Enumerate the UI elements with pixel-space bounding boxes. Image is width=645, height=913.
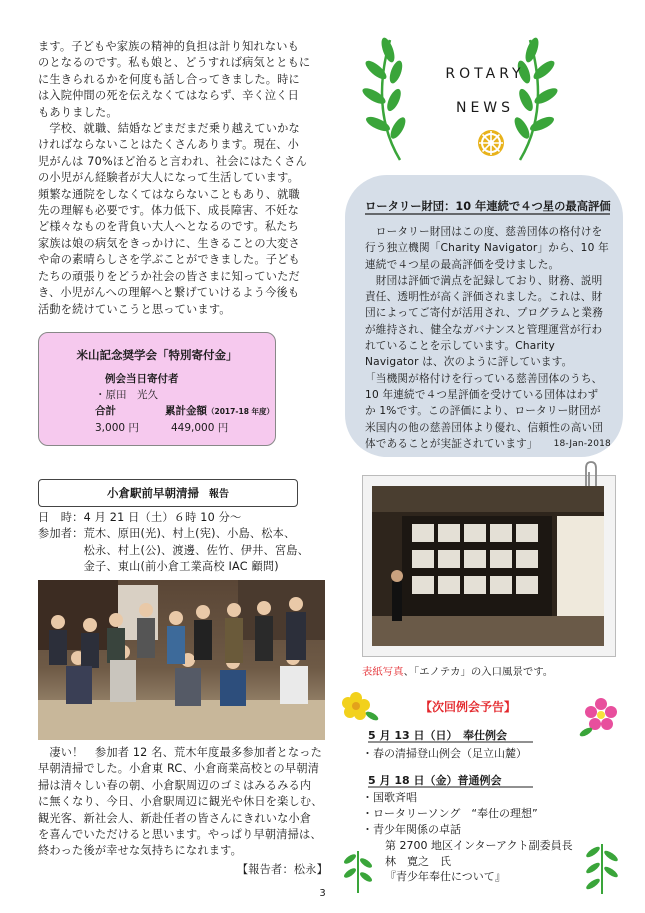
text-line: 財団は評価で満点を記録しており、財務、説明 bbox=[365, 274, 603, 287]
reporter: 【報告者：松永】 bbox=[236, 863, 328, 876]
list-item: ・国歌斉唱 bbox=[362, 791, 417, 804]
date-value: 4 月 21 日（土）６時 10 分～ bbox=[83, 511, 242, 524]
intro-article bbox=[38, 39, 328, 318]
date-label: 日 時： bbox=[38, 511, 84, 524]
participants-line: 松永、村上(公)、渡邊、佐竹、伊井、宮島、 bbox=[83, 543, 310, 557]
news-title-line1: ROTARY bbox=[445, 66, 525, 82]
foundation-title: ロータリー財団：10 年連続で４つ星の最高評価 bbox=[365, 200, 611, 213]
text-line: ければならないことはたくさんあります。現在、小 bbox=[38, 138, 300, 152]
cleaning-report bbox=[38, 745, 328, 860]
text-line: 責任、透明性が高く評価されました。これは、財 bbox=[365, 291, 603, 304]
group-photo-illustration bbox=[38, 580, 325, 740]
photo-caption bbox=[362, 663, 553, 678]
cleaning-title-box bbox=[38, 479, 298, 507]
text-line: 連続で４つ星の最高評価を受けました。 bbox=[365, 258, 560, 271]
cleaning-title: 小倉駅前早朝清掃 bbox=[106, 486, 199, 500]
leaf-branch-right-icon bbox=[580, 840, 624, 896]
text-line: き、小児がんへの理解へと繋げていけるよう今後も bbox=[38, 286, 300, 300]
text-line: 団によってご寄付が活用され、プログラムと業務 bbox=[365, 307, 603, 320]
text-line: れていることを示しています。Charity bbox=[365, 340, 555, 353]
meeting2-date: 5 月 18 日（金）普通例会 bbox=[368, 774, 502, 787]
text-line: のとなるのです。私も娘と、どうすれば病気とともに bbox=[38, 56, 311, 70]
text-line: ロータリー財団はこの度、慈善団体の格付けを bbox=[365, 226, 603, 238]
participants-line: 金子、東山(前小倉工業高校 IAC 顧問) bbox=[83, 560, 279, 574]
talk-title: 『青少年奉仕について』 bbox=[385, 870, 506, 883]
next-meeting-title: 【次回例会予告】 bbox=[420, 700, 517, 714]
list-item: ・青少年関係の卓話 bbox=[362, 823, 461, 836]
cumulative-value: 449,000 円 bbox=[171, 422, 229, 434]
meeting1-date: 5 月 13 日（日） 奉仕例会 bbox=[368, 729, 507, 742]
cleaning-title-suffix: 報告 bbox=[209, 489, 229, 500]
report-line: 早朝清掃でした。小倉東 RC、小倉商業高校との早朝清 bbox=[38, 762, 320, 776]
meeting2-underline bbox=[368, 786, 538, 789]
text-line: 10 年連続で４つ星評価を受けている団体はわず bbox=[365, 388, 599, 401]
report-line: 凄い！ 参加者 12 名、荒木年度最多参加者となった bbox=[38, 746, 323, 759]
report-line: を喜んでいただけると思います。やっぱり早朝清掃は、 bbox=[38, 828, 322, 842]
page-number: 3 bbox=[319, 888, 326, 899]
donation-subtitle: 例会当日寄付者 bbox=[105, 373, 179, 385]
cumulative-label-text: 累計金額 bbox=[165, 405, 207, 417]
rotary-wheel-icon bbox=[476, 128, 506, 158]
report-line: 掃は清々しい春の朝、小倉駅周辺のゴミはみるみる内 bbox=[38, 778, 312, 792]
text-line: ど様々なものを背負い大人へとなるのです。私たち bbox=[38, 220, 300, 234]
text-line: 活動を続けていこうと思っています。 bbox=[38, 302, 231, 316]
total-value: 3,000 円 bbox=[95, 422, 139, 434]
participants-line: 荒木、原田(光)、村上(宪)、小島、松本、 bbox=[83, 527, 296, 541]
text-line: もありました。 bbox=[38, 105, 118, 119]
text-line: や命の素晴らしさを学ぶことができました。子ども bbox=[38, 253, 300, 267]
report-line: に無くなり、今日、小倉駅周辺に観光や休日を楽しむ、 bbox=[38, 795, 323, 809]
text-line: 学校、就職、結婚などまだまだ乗り越えていかな bbox=[38, 122, 300, 136]
text-line: 児がんは 70%ほど治ると言われ、社会にはたくさん bbox=[38, 154, 308, 168]
flower-icon bbox=[338, 688, 384, 728]
caption-rest: 、「エノテカ」の入口風景です。 bbox=[403, 666, 554, 678]
report-line: 観光客、新社会人、新赴任者の皆さんにきれいな小倉 bbox=[38, 811, 312, 825]
text-line: Navigator は、次のように評しています。 bbox=[365, 356, 573, 369]
caption-red: 表紙写真 bbox=[362, 666, 404, 678]
cleaning-info bbox=[38, 510, 328, 576]
text-line: 米国内の他の慈善団体より優れ、信頼性の高い団 bbox=[365, 421, 604, 434]
donation-box bbox=[38, 332, 276, 446]
pink-flower-icon bbox=[578, 692, 624, 738]
laurel-wreath-icon bbox=[360, 20, 560, 170]
news-title-line2: NEWS bbox=[455, 100, 515, 116]
meeting1-underline bbox=[368, 741, 538, 744]
text-line: が維持され、健全なガバナンスと管理運営が行わ bbox=[365, 323, 603, 336]
text-line: 家族は娘の病気をきっかけに、生きることの大変さ bbox=[38, 236, 300, 250]
cumulative-label bbox=[165, 403, 274, 418]
text-line: の小児がん経験者が大人になって生活しています。 bbox=[38, 171, 300, 185]
donation-title: 米山記念奨学会「特別寄付金」 bbox=[76, 348, 238, 362]
donor-name: ・原田 光久 bbox=[95, 389, 158, 401]
speaker-role: 第 2700 地区インターアクト副委員長 bbox=[385, 839, 573, 852]
text-line: たちの頑張りをどうか社会の皆さまに知っていただ bbox=[38, 269, 300, 283]
list-item: ・ロータリーソング “奉仕の理想” bbox=[362, 807, 538, 820]
text-line: 頻繁な通院をしなくてはならないこともあり、就職 bbox=[38, 187, 300, 201]
text-line: 「当機関が格付けを行っている慈善団体のうち、 bbox=[365, 372, 603, 385]
meeting1-item: ・春の清掃登山例会（足立山麓） bbox=[362, 747, 527, 760]
text-line: は入院仲間の死を伝えなくてはならず、辛く泣く日 bbox=[38, 89, 300, 103]
participants-row bbox=[38, 526, 328, 575]
text-line: 先の理解も必要です。体力低下、成長障害、不妊な bbox=[38, 204, 300, 218]
text-line: か 1%です。この評価により、ロータリー財団が bbox=[365, 405, 601, 418]
meeting2-items bbox=[362, 790, 538, 838]
cleaning-date bbox=[38, 510, 328, 526]
text-line: に生きられるかを何度も話し合ってきました。時に bbox=[38, 72, 300, 86]
group-photo bbox=[38, 580, 325, 740]
title-underline bbox=[365, 213, 615, 216]
total-label: 合計 bbox=[95, 405, 116, 417]
speaker-name: 林 寛之 氏 bbox=[385, 854, 451, 868]
foundation-date: 18-Jan-2018 bbox=[553, 438, 611, 449]
speaker-info bbox=[385, 838, 573, 885]
participants-label: 参加者： bbox=[38, 527, 84, 541]
text-line: ます。子どもや家族の精神的負担は計り知れないも bbox=[38, 40, 300, 53]
report-line: 終わった後が幸せな気持ちになれます。 bbox=[38, 844, 242, 858]
text-line bbox=[365, 436, 617, 452]
foundation-body bbox=[365, 224, 617, 452]
shop-entrance-illustration bbox=[372, 486, 604, 646]
text-line: 行う独立機関「Charity Navigator」から、10 年 bbox=[365, 242, 609, 255]
last-line-text: 体であることが実証されています」 bbox=[365, 437, 538, 450]
cumulative-note: （2017-18 年度） bbox=[207, 407, 275, 416]
cover-photo bbox=[372, 486, 604, 646]
